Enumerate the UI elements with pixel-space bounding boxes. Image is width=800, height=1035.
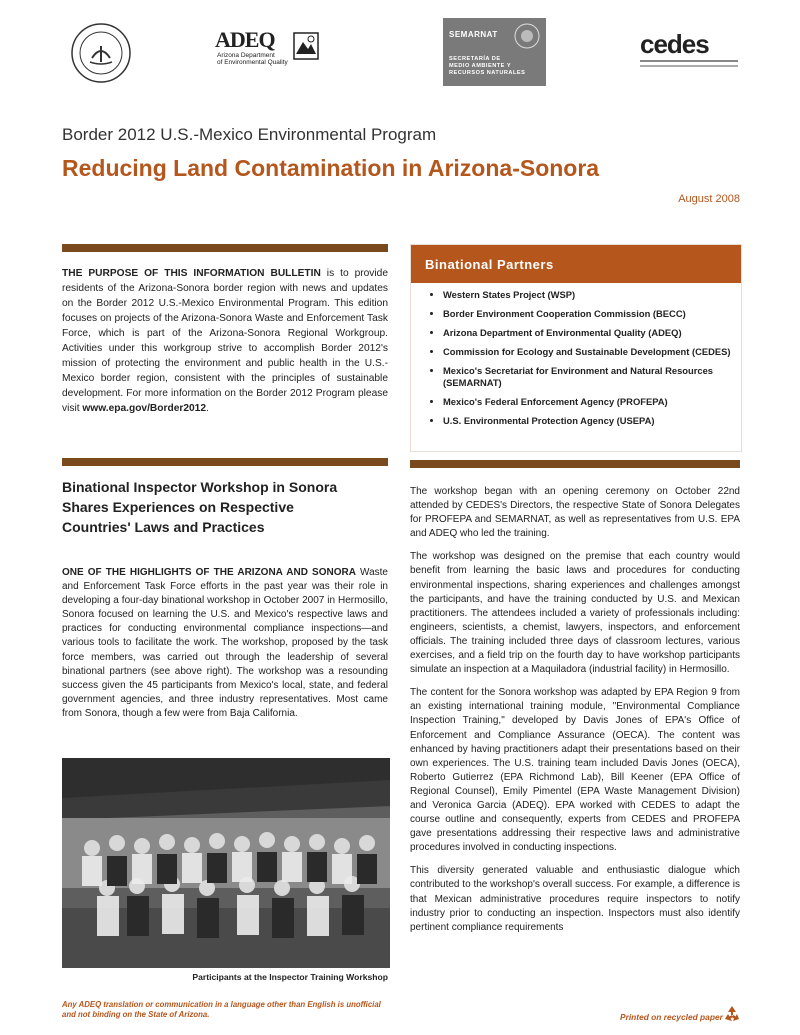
adeq-logo-sub2: of Environmental Quality	[217, 59, 288, 66]
list-item: • Arizona Department of Environmental Quality (ADEQ)	[443, 327, 743, 339]
recycle-icon	[722, 1004, 742, 1024]
semarnat-logo-sub1: SECRETARÍA DE	[449, 56, 501, 62]
semarnat-logo-sub3: RECURSOS NATURALES	[449, 70, 526, 76]
purpose-text: is to provide residents of the Arizona-Sonora border region with news and updates on the Border 2012 U.S.-Mexico Environmental Program. This edition focuses on projects of the Arizona-Sonora Waste and Enforcement Task Force, which is part of the Arizona-Sonora Regional Workgroup. Activities under this workgroup strive to accomplish Border 2012's mission of protecting the environment and public health in the U.S.-Mexico border region, consistent with the principles of sustainable development. For more information on the Border 2012 Program please visit	[62, 268, 388, 414]
publication-date: August 2008	[678, 193, 740, 205]
adeq-mark-icon	[293, 32, 319, 60]
list-item: • U.S. Environmental Protection Agency (USEPA)	[443, 415, 743, 427]
article-right-column	[410, 485, 740, 944]
article-paragraph: The workshop began with an opening ceremony on October 22nd attended by CEDES's Directors, the respective State of Sonora Delegates for PROFEPA and SEMARNAT, as well as representatives from U.S. EPA and ADEQ who led the training.	[410, 486, 740, 540]
purpose-lead: THE PURPOSE OF THIS INFORMATION BULLETIN	[62, 268, 321, 279]
cedes-logo-tagline2	[640, 65, 738, 67]
recycled-paper-note: Printed on recycled paper	[620, 1012, 723, 1022]
section-rule	[410, 460, 740, 468]
purpose-end: .	[206, 403, 209, 414]
list-item: • Mexico's Federal Enforcement Agency (PROFEPA)	[443, 396, 743, 408]
article-lead: ONE OF THE HIGHLIGHTS OF THE ARIZONA AND SONORA	[62, 567, 356, 578]
article-left-paragraph	[62, 566, 388, 721]
cedes-logo-name: cedes	[640, 29, 709, 59]
partners-heading: Binational Partners	[411, 245, 741, 283]
mexico-shield-icon	[513, 22, 541, 50]
cedes-logo	[640, 30, 740, 76]
semarnat-logo-name: SEMARNAT	[449, 30, 498, 39]
adeq-logo	[215, 28, 325, 78]
article-heading: Binational Inspector Workshop in Sonora Shares Experiences on Respective Countries' Laws and Practices	[62, 479, 338, 535]
adeq-logo-sub1: Arizona Department	[217, 52, 275, 59]
purpose-paragraph	[62, 266, 388, 416]
section-rule	[62, 244, 388, 252]
binational-partners-box	[410, 244, 742, 452]
section-rule	[62, 458, 388, 466]
translation-disclaimer: Any ADEQ translation or communication in a language other than English is unofficial and not binding on the State of Arizona.	[62, 1000, 381, 1019]
page-title: Reducing Land Contamination in Arizona-Sonora	[62, 155, 600, 181]
border2012-link[interactable]: www.epa.gov/Border2012	[82, 403, 206, 414]
epa-seal-logo	[70, 22, 132, 84]
photo-caption: Participants at the Inspector Training Workshop	[192, 972, 388, 982]
program-name: Border 2012 U.S.-Mexico Environmental Program	[62, 125, 437, 144]
article-paragraph: The workshop was designed on the premise that each country would benefit from learning the basic laws and procedures for conducting environmental inspections, sharing experiences and challenges amongst the participants, and have the training conducted by U.S. and Mexican practitioners. The attendees included a variety of professionals including: engineers, scientists, a chemist, lawyers, inspectors, and enforcement officials. The training included three days of classroom lectures, various exercises, and a field trip on the fourth day to have workshop participants simulate an inspection at a Maquiladora (industrial facility) in Hermosillo.	[410, 551, 740, 676]
list-item: • Border Environment Cooperation Commission (BECC)	[443, 308, 743, 320]
list-item: • Western States Project (WSP)	[443, 289, 743, 301]
list-item: • Mexico's Secretariat for Environment and Natural Resources (SEMARNAT)	[443, 365, 743, 389]
semarnat-logo-sub2: MEDIO AMBIENTE Y	[449, 63, 512, 69]
adeq-logo-name: ADEQ	[215, 27, 275, 52]
workshop-participants-photo	[62, 758, 390, 968]
article-paragraph: The content for the Sonora workshop was adapted by EPA Region 9 from an existing international training module, "Environmental Compliance Inspection Training," developed by Davis Jones of EPA's Office of Enforcement and Compliance Assurance (OECA). The content was enhanced by having practitioners adapt their presentations based on their own experiences. The U.S. training team included Davis Jones (OECA), Roberto Gutierrez (EPA Richmond Lab), Bill Keener (EPA Office of Regional Counsel), Emily Pimentel (EPA Waste Management Division) and Veronica Garcia (ADEQ). EPA worked with CEDES to adapt the course outline and consequently, experts from CEDES and PROFEPA gave presentations addressing their respective laws and administrative procedures involved in conducting inspections.	[410, 687, 740, 854]
semarnat-logo	[443, 18, 546, 86]
list-item: • Commission for Ecology and Sustainable Development (CEDES)	[443, 346, 743, 358]
article-paragraph: This diversity generated valuable and enthusiastic dialogue which contributed to the workshop's overall success. For example, a difference is that Mexican administrative procedures require inspectors to notify industry prior to conducting an inspection. Inspectors must also identify pertinent compliance requirements	[410, 865, 740, 933]
article-left-text: Waste and Enforcement Task Force efforts in the past year was their role in developing a four-day binational workshop in October 2007 in Hermosillo, Sonora focused on learning the U.S. and Mexico's respective laws and practices for conducting environmental compliance inspections—and various tools to facilitate the work. The workshop, proposed by the task force members, was carried out through the leadership of several binational partners (see above right). The workshop was a resounding success given the 45 participants from Mexico's local, state, and federal government agencies, and three industry representatives. Most came from Sonora, though a few were from Baja California.	[62, 567, 388, 719]
cedes-logo-tagline	[640, 60, 738, 62]
partners-list	[423, 289, 743, 434]
